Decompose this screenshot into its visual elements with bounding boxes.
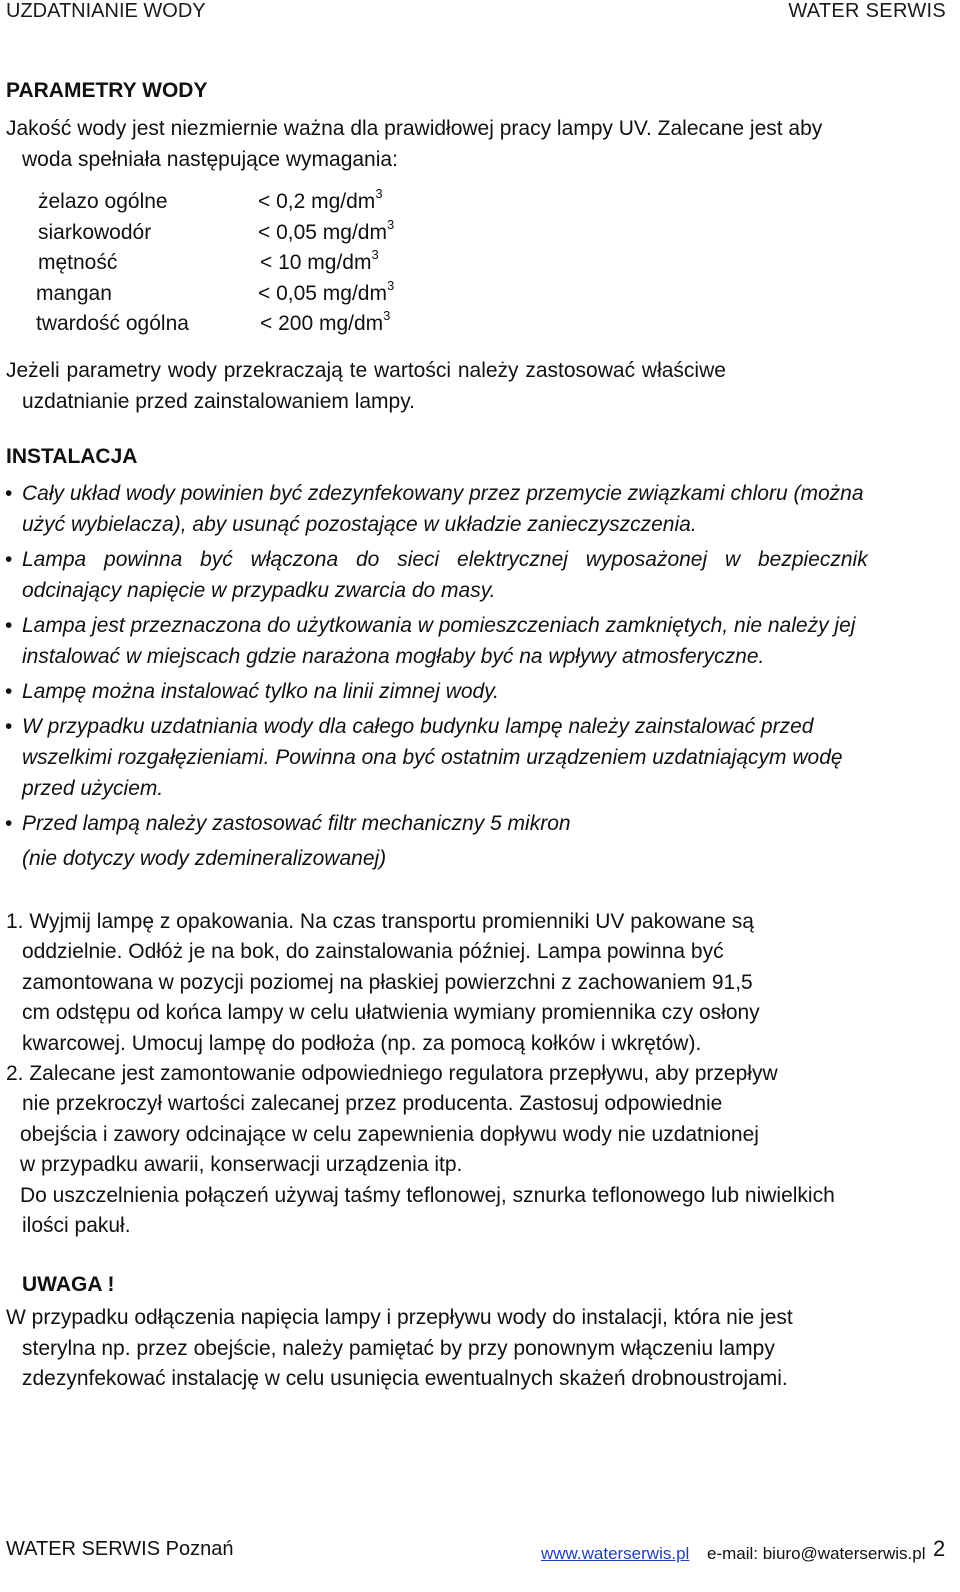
step-line: 1. Wyjmij lampę z opakowania. Na czas transportu promienniki UV pakowane są	[6, 910, 754, 933]
parameter-value: < 10 $mg/dm^3$	[260, 247, 379, 274]
list-item-line: (nie dotyczy wody zdemineralizowanej)	[22, 847, 387, 870]
requirements-note-line-2: uzdatnianie przed zainstalowaniem lampy.	[22, 390, 415, 413]
step-line: nie przekroczył wartości zalecanej przez producenta. Zastosuj odpowiednie	[22, 1092, 723, 1116]
list-item-line: Przed lampą należy zastosować filtr mechaniczny 5 mikron	[22, 812, 571, 835]
warning-title: UWAGA !	[22, 1273, 115, 1296]
warning-text	[0, 1303, 793, 1395]
intro-line-1: Jakość wody jest niezmiernie ważna dla prawidłowej pracy lampy UV. Zalecane jest aby	[6, 117, 823, 140]
parameter-name: twardość ogólna	[36, 312, 189, 335]
parameter-value: < 200 $mg/dm^3$	[260, 308, 391, 335]
step-line: w przypadku awarii, konserwacji urządzenia itp.	[20, 1153, 463, 1177]
footer-email: e-mail: biuro@waterserwis.pl	[707, 1544, 926, 1563]
parameter-name: siarkowodór	[38, 220, 152, 244]
step-line: oddzielnie. Odłóż je na bok, do zainstalowania później. Lampa powinna być	[22, 940, 724, 964]
bullet-icon: •	[5, 812, 13, 835]
bullet-icon: •	[5, 482, 13, 505]
list-item-line: instalować w miejscach gdzie narażona mogłaby być na wpływy atmosferyczne.	[22, 645, 765, 668]
requirements-note-line-1: Jeżeli parametry wody przekraczają te wartości należy zastosować właściwe	[6, 359, 726, 382]
footer-company: WATER SERWIS Poznań	[6, 1538, 234, 1560]
step-line: kwarcowej. Umocuj lampę do podłoża (np. za pomocą kołków i wkrętów).	[22, 1031, 702, 1055]
section-title-instalacja: INSTALACJA	[6, 445, 138, 468]
list-item-line: W przypadku uzdatniania wody dla całego budynku lampę należy zainstalować przed	[22, 715, 814, 738]
list-item	[0, 808, 950, 874]
header-right: WATER SERWIS	[788, 0, 946, 22]
list-item-line: Lampa powinna być włączona do sieci elektrycznej wyposażonej w bezpiecznik	[22, 548, 868, 571]
step-line: Do uszczelnienia połączeń używaj taśmy teflonowej, sznurka teflonowego lub niwielkich	[20, 1183, 835, 1207]
bullet-icon: •	[5, 548, 13, 571]
list-item	[0, 478, 950, 540]
step-line: ilości pakuł.	[22, 1214, 131, 1238]
parameter-name: mętność	[38, 251, 118, 274]
parameter-name: żelazo ogólne	[38, 190, 168, 213]
section-title-parametry: PARAMETRY WODY	[6, 79, 208, 102]
list-item-line: Lampa jest przeznaczona do użytkowania w pomieszczeniach zamkniętych, nie należy jej	[22, 614, 856, 637]
footer-website-link[interactable]: www.waterserwis.pl	[541, 1544, 690, 1563]
list-item-line: Lampę można instalować tylko na linii zimnej wody.	[22, 680, 499, 703]
parameter-value: < 0,05 $mg/dm^3$	[258, 277, 395, 305]
warning-line: zdezynfekować instalację w celu usunięcia ewentualnych skażeń drobnoustrojami.	[22, 1367, 788, 1390]
warning-line: sterylna np. przez obejście, należy pamiętać by przy ponownym włączeniu lampy	[22, 1336, 775, 1360]
step-line: obejścia i zawory odcinające w celu zapewnienia dopływu wody nie uzdatnionej	[20, 1122, 759, 1146]
parameter-value: < 0,2 $mg/dm^3$	[258, 186, 383, 213]
bullet-icon: •	[5, 680, 13, 703]
list-item	[0, 676, 950, 707]
list-item-line: wszelkimi rozgałęzieniami. Powinna ona być ostatnim urządzeniem uzdatniającym wodę	[22, 746, 843, 769]
warning-line: W przypadku odłączenia napięcia lampy i przepływu wody do instalacji, która nie jest	[6, 1306, 793, 1329]
list-item-line: przed użyciem.	[22, 777, 164, 800]
page-number: 2	[933, 1536, 946, 1561]
list-item-line: Cały układ wody powinien być zdezynfekowany przez przemycie związkami chloru (można	[22, 482, 864, 505]
parameter-name: mangan	[36, 281, 112, 305]
step-line: zamontowana w pozycji poziomej na płaskiej powierzchni z zachowaniem 91,5	[22, 970, 753, 994]
step-line: cm odstępu od końca lampy w celu ułatwienia wymiany promiennika czy osłony	[22, 1001, 760, 1025]
list-item-line: użyć wybielacza), aby usunąć pozostające w układzie zanieczyszczenia.	[22, 513, 697, 536]
list-item	[0, 544, 950, 606]
bullet-icon: •	[5, 715, 13, 738]
list-item	[0, 711, 950, 804]
bullet-icon: •	[5, 614, 13, 637]
installation-list	[0, 478, 950, 878]
list-item	[0, 610, 950, 672]
installation-steps	[0, 907, 835, 1241]
header-left: UZDATNIANIE WODY	[6, 0, 206, 22]
list-item-line: odcinający napięcie w przypadku zwarcia do masy.	[22, 579, 496, 602]
intro-line-2: woda spełniała następujące wymagania:	[22, 148, 398, 171]
step-line: 2. Zalecane jest zamontowanie odpowiedniego regulatora przepływu, aby przepływ	[6, 1062, 778, 1086]
parameter-value: < 0,05 $mg/dm^3$	[258, 216, 395, 244]
